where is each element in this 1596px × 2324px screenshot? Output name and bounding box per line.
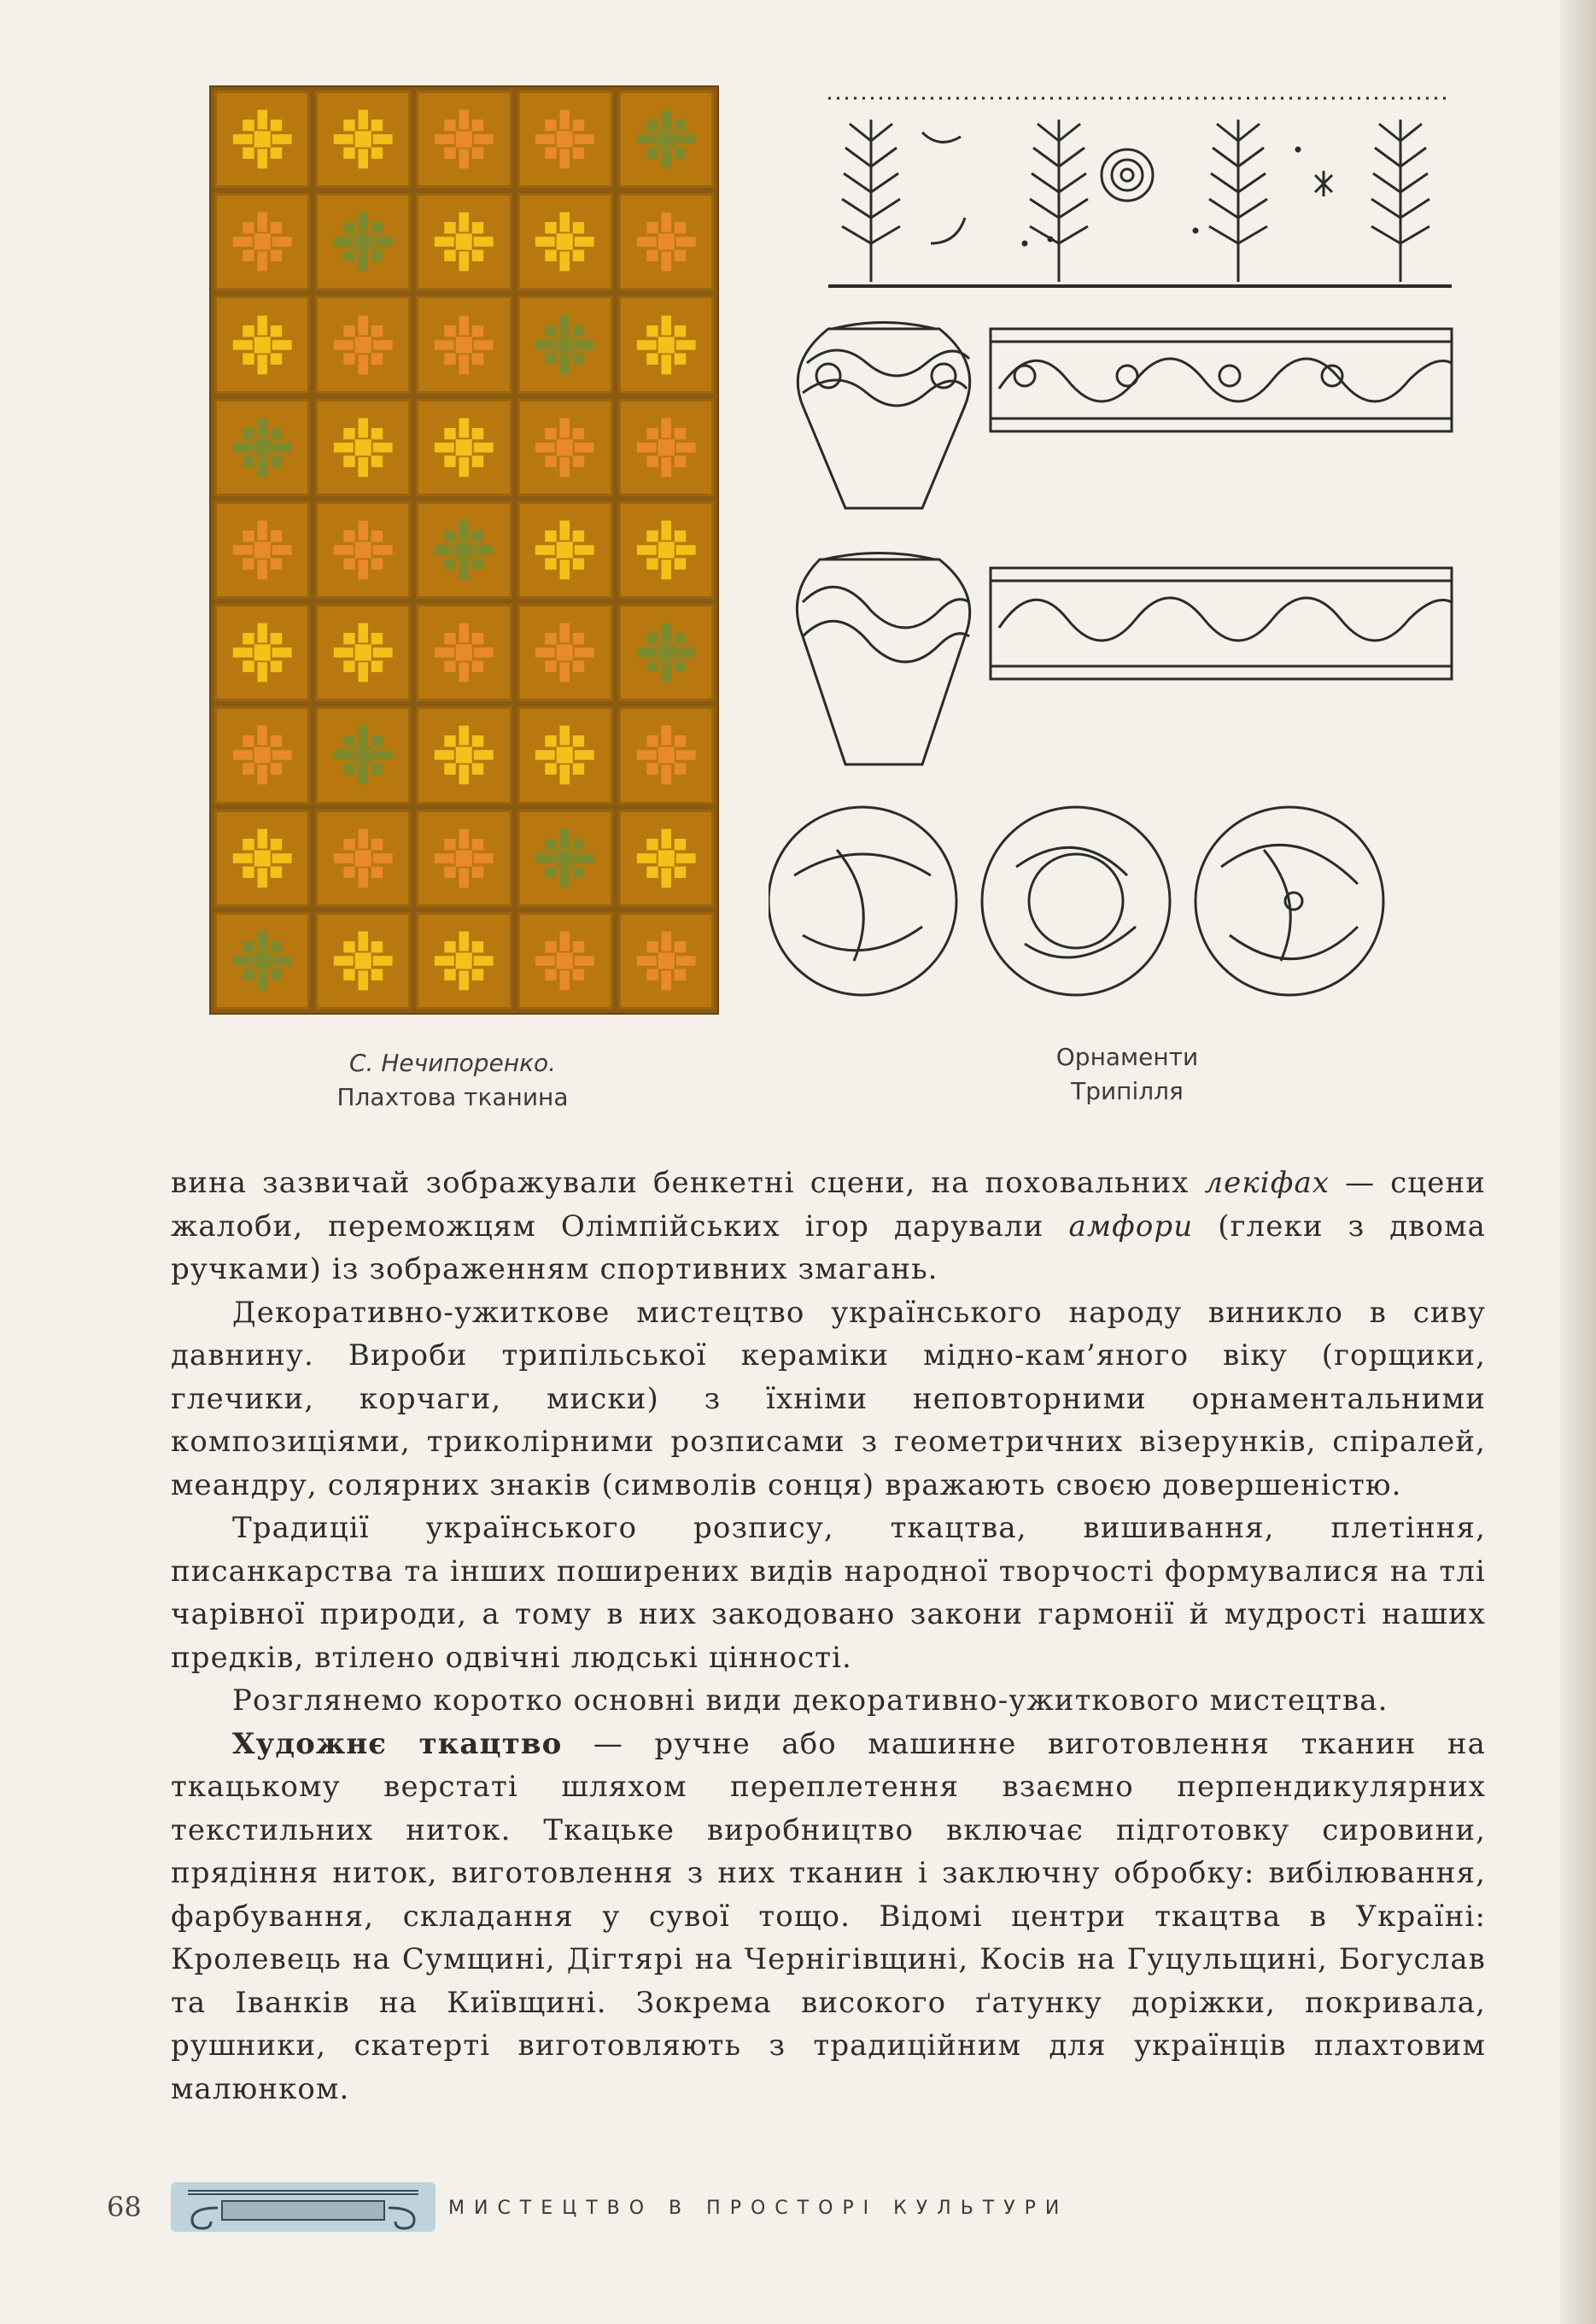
textile-tile bbox=[214, 810, 310, 907]
flower-motif-icon bbox=[230, 619, 295, 686]
paragraph-1 bbox=[171, 1162, 1486, 1291]
flower-motif-icon bbox=[431, 722, 496, 788]
flower-motif-icon bbox=[532, 208, 597, 275]
trypillia-ornaments-image bbox=[769, 81, 1460, 1046]
textile-tile bbox=[517, 501, 613, 599]
flower-motif-icon bbox=[230, 106, 295, 173]
spiral-band-2 bbox=[991, 568, 1452, 679]
textile-tile bbox=[214, 193, 310, 290]
flower-motif-icon bbox=[532, 414, 597, 481]
caption-ornaments-line2: Трипілля bbox=[1071, 1077, 1184, 1105]
flower-motif-icon bbox=[431, 106, 496, 173]
textile-tile bbox=[416, 604, 512, 701]
textile-tile bbox=[618, 604, 714, 701]
flower-motif-icon bbox=[532, 312, 597, 378]
caption-textile-author: С. Нечипоренко. bbox=[348, 1049, 557, 1077]
textile-tile bbox=[517, 810, 613, 907]
textile-tile bbox=[618, 810, 714, 907]
flower-motif-icon bbox=[532, 517, 597, 583]
textile-tile bbox=[517, 912, 613, 1010]
textile-tile bbox=[214, 604, 310, 701]
spiral-band-1 bbox=[991, 329, 1452, 431]
textile-tile bbox=[618, 912, 714, 1010]
textile-tile bbox=[315, 399, 411, 496]
textile-tile bbox=[517, 399, 613, 496]
textile-tile bbox=[618, 399, 714, 496]
flower-motif-icon bbox=[634, 414, 699, 481]
flower-motif-icon bbox=[431, 928, 496, 994]
p1-text-c: (глеки з двома ручками) із зображенням спортивних змагань. bbox=[171, 1209, 1486, 1286]
flower-motif-icon bbox=[330, 825, 395, 892]
textile-tile bbox=[618, 706, 714, 804]
flower-motif-icon bbox=[634, 825, 699, 892]
body-text bbox=[171, 1162, 1486, 2110]
textile-tile bbox=[416, 193, 512, 290]
flower-motif-icon bbox=[532, 106, 597, 173]
textile-tile bbox=[214, 91, 310, 188]
flower-motif-icon bbox=[431, 312, 496, 378]
textile-tile bbox=[416, 912, 512, 1010]
flower-motif-icon bbox=[431, 619, 496, 686]
flower-motif-icon bbox=[634, 312, 699, 378]
flower-motif-icon bbox=[330, 722, 395, 788]
textile-tile bbox=[618, 193, 714, 290]
caption-textile-title: Плахтова тканина bbox=[336, 1083, 569, 1111]
textile-tile bbox=[214, 399, 310, 496]
running-title: МИСТЕЦТВО В ПРОСТОРІ КУЛЬТУРИ bbox=[448, 2198, 1069, 2219]
paragraph-3: Традиції українського розпису, ткацтва, вишивання, плетіння, писанкарства та інших поширених видів народної творчості формувалися на тлі чарівної природи, а тому в них закодовано закони гармонії й мудрості наших предків, втілено одвічні людські цінності. bbox=[171, 1511, 1486, 1675]
flower-motif-icon bbox=[330, 517, 395, 583]
caption-textile bbox=[256, 1046, 649, 1115]
textile-tile bbox=[618, 91, 714, 188]
flower-motif-icon bbox=[230, 722, 295, 788]
flower-motif-icon bbox=[431, 414, 496, 481]
flower-motif-icon bbox=[634, 517, 699, 583]
caption-ornaments-line1: Орнаменти bbox=[1055, 1043, 1199, 1071]
flower-motif-icon bbox=[532, 722, 597, 788]
textile-tile bbox=[315, 810, 411, 907]
caption-ornaments bbox=[991, 1040, 1264, 1109]
textile-tile bbox=[315, 91, 411, 188]
term-lekifah: лекіфах bbox=[1204, 1166, 1330, 1200]
paragraph-5 bbox=[171, 1723, 1486, 2111]
paragraph-4: Розглянемо коротко основні види декоративно-ужиткового мистецтва. bbox=[232, 1683, 1388, 1718]
flower-motif-icon bbox=[230, 825, 295, 892]
flower-motif-icon bbox=[431, 517, 496, 583]
textile-tile bbox=[517, 193, 613, 290]
textile-tile bbox=[517, 604, 613, 701]
flower-motif-icon bbox=[230, 312, 295, 378]
textile-tile bbox=[315, 501, 411, 599]
p1-text-a: вина зазвичай зображували бенкетні сцени, на поховальних bbox=[171, 1166, 1205, 1200]
textile-tile bbox=[315, 604, 411, 701]
flower-motif-icon bbox=[330, 106, 395, 173]
term-amfora: амфори bbox=[1068, 1209, 1194, 1244]
textile-tile bbox=[416, 91, 512, 188]
page-number: 68 bbox=[107, 2191, 142, 2223]
textile-plakhta-image bbox=[209, 85, 719, 1015]
flower-motif-icon bbox=[230, 517, 295, 583]
vessel-1 bbox=[798, 323, 969, 509]
flower-motif-icon bbox=[634, 928, 699, 994]
flower-motif-icon bbox=[634, 208, 699, 275]
textile-tile bbox=[315, 296, 411, 393]
flower-motif-icon bbox=[532, 619, 597, 686]
flower-motif-icon bbox=[634, 106, 699, 173]
term-weaving: Художнє ткацтво bbox=[232, 1726, 563, 1761]
textile-tile bbox=[214, 501, 310, 599]
textile-tile bbox=[416, 810, 512, 907]
flower-motif-icon bbox=[431, 825, 496, 892]
textile-tile bbox=[416, 399, 512, 496]
flower-motif-icon bbox=[330, 928, 395, 994]
bowl-ornaments bbox=[769, 807, 1383, 995]
textile-tile bbox=[214, 912, 310, 1010]
textile-tile bbox=[517, 296, 613, 393]
p5-text: — ручне або машинне виготовлення тканин на ткацькому верстаті шляхом переплетення взаємно перпендикулярних текстильних ниток. Ткацьке виробництво включає підготовку сировини, прядіння ниток, виготовлення з них тканин і заключну обробку: вибілювання, фарбування, складання у сувої тощо. Відомі центри ткацтва в Україні: Кролевець на Сумщині, Дігтярі на Чернігівщині, Косів на Гуцульщині, Богуслав та Іванків на Київщині. Зокрема високого ґатунку доріжки, покривала, рушники, скатерті виготовляють з традиційним для українців плахтовим малюнком. bbox=[171, 1726, 1486, 2106]
textile-tile bbox=[315, 706, 411, 804]
page-footer bbox=[107, 2182, 1302, 2233]
flower-motif-icon bbox=[532, 825, 597, 892]
vessel-2 bbox=[797, 553, 969, 765]
textile-tile bbox=[214, 706, 310, 804]
flower-motif-icon bbox=[532, 928, 597, 994]
flower-motif-icon bbox=[230, 414, 295, 481]
textile-tile bbox=[315, 193, 411, 290]
flower-motif-icon bbox=[230, 928, 295, 994]
textile-tile bbox=[416, 501, 512, 599]
frieze-trees bbox=[828, 98, 1452, 286]
textile-tile bbox=[517, 706, 613, 804]
textile-tile bbox=[517, 91, 613, 188]
textile-tile bbox=[416, 706, 512, 804]
flower-motif-icon bbox=[330, 312, 395, 378]
p1-text-b: — сцени жалоби, переможцям Олімпійських ігор дарували bbox=[171, 1166, 1487, 1244]
flower-motif-icon bbox=[431, 208, 496, 275]
flower-motif-icon bbox=[634, 722, 699, 788]
textile-tile bbox=[416, 296, 512, 393]
textile-tile bbox=[618, 296, 714, 393]
flower-motif-icon bbox=[330, 619, 395, 686]
paragraph-2: Декоративно-ужиткове мистецтво українського народу виникло в сиву давнину. Вироби трипільської кераміки мідно-кам’яного віку (горщики, глечики, корчаги, миски) з їхніми неповторними орнаментальними композиціями, триколірними розписами з геометричних візерунків, спіралей, меандру, солярних знаків (символів сонця) вражають своєю довершеністю. bbox=[171, 1295, 1486, 1502]
textile-tile bbox=[315, 912, 411, 1010]
textile-tile bbox=[618, 501, 714, 599]
page-edge-shadow bbox=[1560, 0, 1596, 2324]
flower-motif-icon bbox=[330, 208, 395, 275]
flower-motif-icon bbox=[330, 414, 395, 481]
footer-column-ornament bbox=[171, 2182, 436, 2232]
flower-motif-icon bbox=[634, 619, 699, 686]
flower-motif-icon bbox=[230, 208, 295, 275]
textile-tile bbox=[214, 296, 310, 393]
